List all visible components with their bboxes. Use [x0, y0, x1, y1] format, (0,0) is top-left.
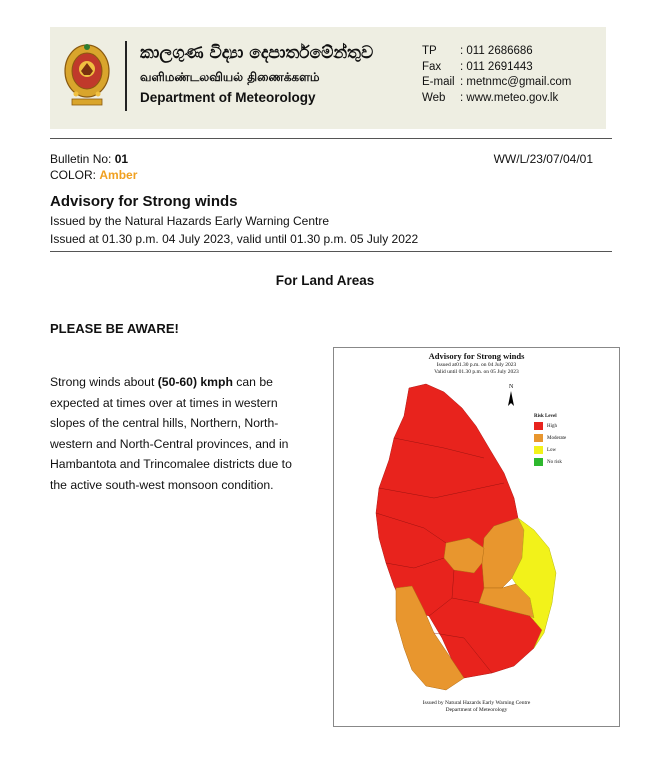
advisory-title: Advisory for Strong winds: [50, 193, 238, 210]
legend-low: Low: [534, 446, 566, 454]
legend-swatch: [534, 458, 543, 466]
issued-by: Issued by the Natural Hazards Early Warning Centre: [50, 214, 330, 228]
contact-block: [422, 44, 571, 106]
legend-swatch: [534, 422, 543, 430]
bulletin-reference: WW/L/23/07/04/01: [493, 152, 593, 166]
contact-fax: Fax : 011 2691443: [422, 60, 533, 73]
legend-moderate: Moderate: [534, 434, 566, 442]
legend-swatch: [534, 434, 543, 442]
risk-map: [333, 347, 620, 727]
advisory-body: Strong winds about (50-60) kmph can be expected at times over at times in western slopes of the central hills, Northern, North-western and North-Central provinces, and in Hambantota and Trincomalee districts due to the active south-west monsoon condition.: [50, 375, 292, 492]
contact-web: Web : www.meteo.gov.lk: [422, 91, 559, 104]
map-footer-issuer: Issued by Natural Hazards Early Warning Centre: [422, 700, 531, 706]
letterhead: [50, 27, 606, 129]
section-rule: [50, 251, 612, 252]
issued-at: Issued at 01.30 p.m. 04 July 2023, valid until 01.30 p.m. 05 July 2022: [50, 232, 419, 246]
org-name-tamil: வளிமண்டலவியல் திணைக்களம்: [140, 70, 320, 84]
header-rule: [50, 138, 612, 139]
map-title: Advisory for Strong winds: [428, 351, 525, 361]
legend-title: Risk Level: [534, 414, 557, 419]
map-issued: Issued at01.30 p.m. on 04 July 2023: [436, 362, 517, 368]
north-arrow-icon: [508, 384, 514, 406]
header-divider: [125, 41, 127, 111]
sri-lanka-emblem-icon: [62, 39, 112, 111]
contact-tp: TP : 011 2686686: [422, 45, 533, 57]
map-valid: Valid until 01.30 p.m. on 05 July 2023: [434, 369, 519, 375]
aware-heading: PLEASE BE AWARE!: [50, 321, 179, 336]
bulletin-number: Bulletin No: 01: [50, 152, 129, 166]
bulletin-color: COLOR: Amber: [50, 168, 138, 182]
sri-lanka-map: [334, 348, 621, 728]
map-footer-department: Department of Meteorology: [445, 707, 508, 713]
map-legend: [534, 414, 566, 470]
legend-high: High: [534, 422, 566, 430]
north-label: N: [509, 384, 514, 390]
section-heading: For Land Areas: [275, 273, 375, 288]
legend-swatch: [534, 446, 543, 454]
legend-no-risk: No risk: [534, 458, 566, 466]
org-name-sinhala: කාලගුණ විද්‍යා දෙපාර්තමේන්තුව: [140, 43, 374, 63]
contact-email: E-mail : metnmc@gmail.com: [422, 76, 572, 88]
org-name-english: Department of Meteorology: [140, 90, 316, 105]
